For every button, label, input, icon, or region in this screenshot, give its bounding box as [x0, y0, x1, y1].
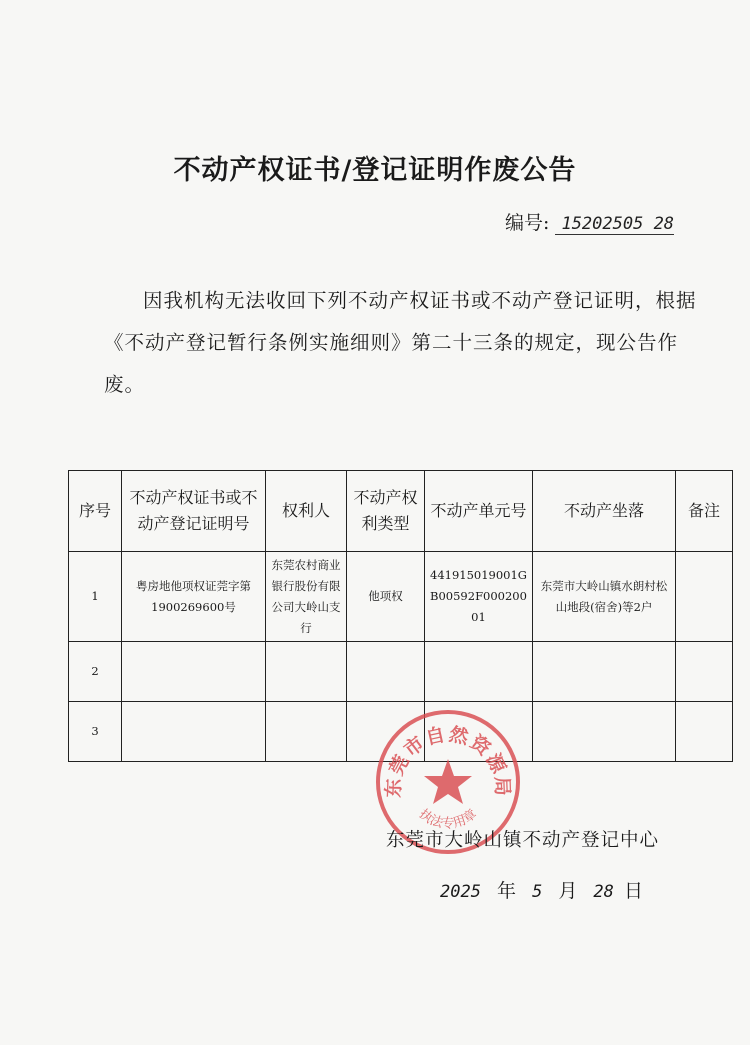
cell-serial: 2 — [69, 642, 122, 702]
cell-location — [533, 702, 676, 762]
cell-remarks — [676, 552, 733, 642]
header-rights-holder: 权利人 — [266, 471, 347, 552]
header-certificate-number: 不动产权证书或不动产登记证明号 — [122, 471, 266, 552]
cell-right-type — [347, 642, 425, 702]
issue-date — [440, 876, 653, 903]
document-number — [505, 208, 674, 235]
header-remarks: 备注 — [676, 471, 733, 552]
cell-remarks — [676, 642, 733, 702]
cell-rights-holder: 东莞农村商业银行股份有限公司大岭山支行 — [266, 552, 347, 642]
cell-certificate-number: 粤房地他项权证莞字第1900269600号 — [122, 552, 266, 642]
cell-remarks — [676, 702, 733, 762]
seal-text: 东莞市自然资源局 — [382, 723, 514, 798]
seal-subtext: 执法专用章 — [416, 806, 480, 832]
table-row — [69, 642, 733, 702]
issuing-authority: 东莞市大岭山镇不动产登记中心 — [386, 830, 660, 851]
cell-location — [533, 642, 676, 702]
date-day: 28 — [593, 882, 614, 902]
cell-unit-number — [425, 642, 533, 702]
seal-star-icon — [424, 759, 472, 804]
cell-right-type: 他项权 — [347, 552, 425, 642]
header-right-type: 不动产权利类型 — [347, 471, 425, 552]
document-number-label: 编号: — [505, 212, 550, 234]
announcement-body: 因我机构无法收回下列不动产权证书或不动产登记证明，根据《不动产登记暂行条例实施细则》第二十三条的规定，现公告作废。 — [104, 289, 697, 396]
cell-serial: 1 — [69, 552, 122, 642]
cell-certificate-number — [122, 642, 266, 702]
date-month: 5 — [532, 882, 543, 902]
cell-unit-number: 441915019001GB00592F00020001 — [425, 552, 533, 642]
document-number-value: 15202505 28 — [555, 214, 674, 235]
cell-rights-holder — [266, 702, 347, 762]
date-year-label: 年 — [497, 880, 517, 902]
header-serial: 序号 — [69, 471, 122, 552]
header-location: 不动产坐落 — [533, 471, 676, 552]
table-row — [69, 552, 733, 642]
header-unit-number: 不动产单元号 — [425, 471, 533, 552]
date-day-label: 日 — [623, 880, 643, 902]
cell-location: 东莞市大岭山镇水朗村松山地段(宿舍)等2户 — [533, 552, 676, 642]
table-header-row — [69, 471, 733, 552]
date-year: 2025 — [440, 882, 481, 902]
document-title: 不动产权证书/登记证明作废公告 — [173, 155, 577, 186]
date-month-label: 月 — [558, 880, 578, 902]
cell-certificate-number — [122, 702, 266, 762]
cell-serial: 3 — [69, 702, 122, 762]
cell-rights-holder — [266, 642, 347, 702]
